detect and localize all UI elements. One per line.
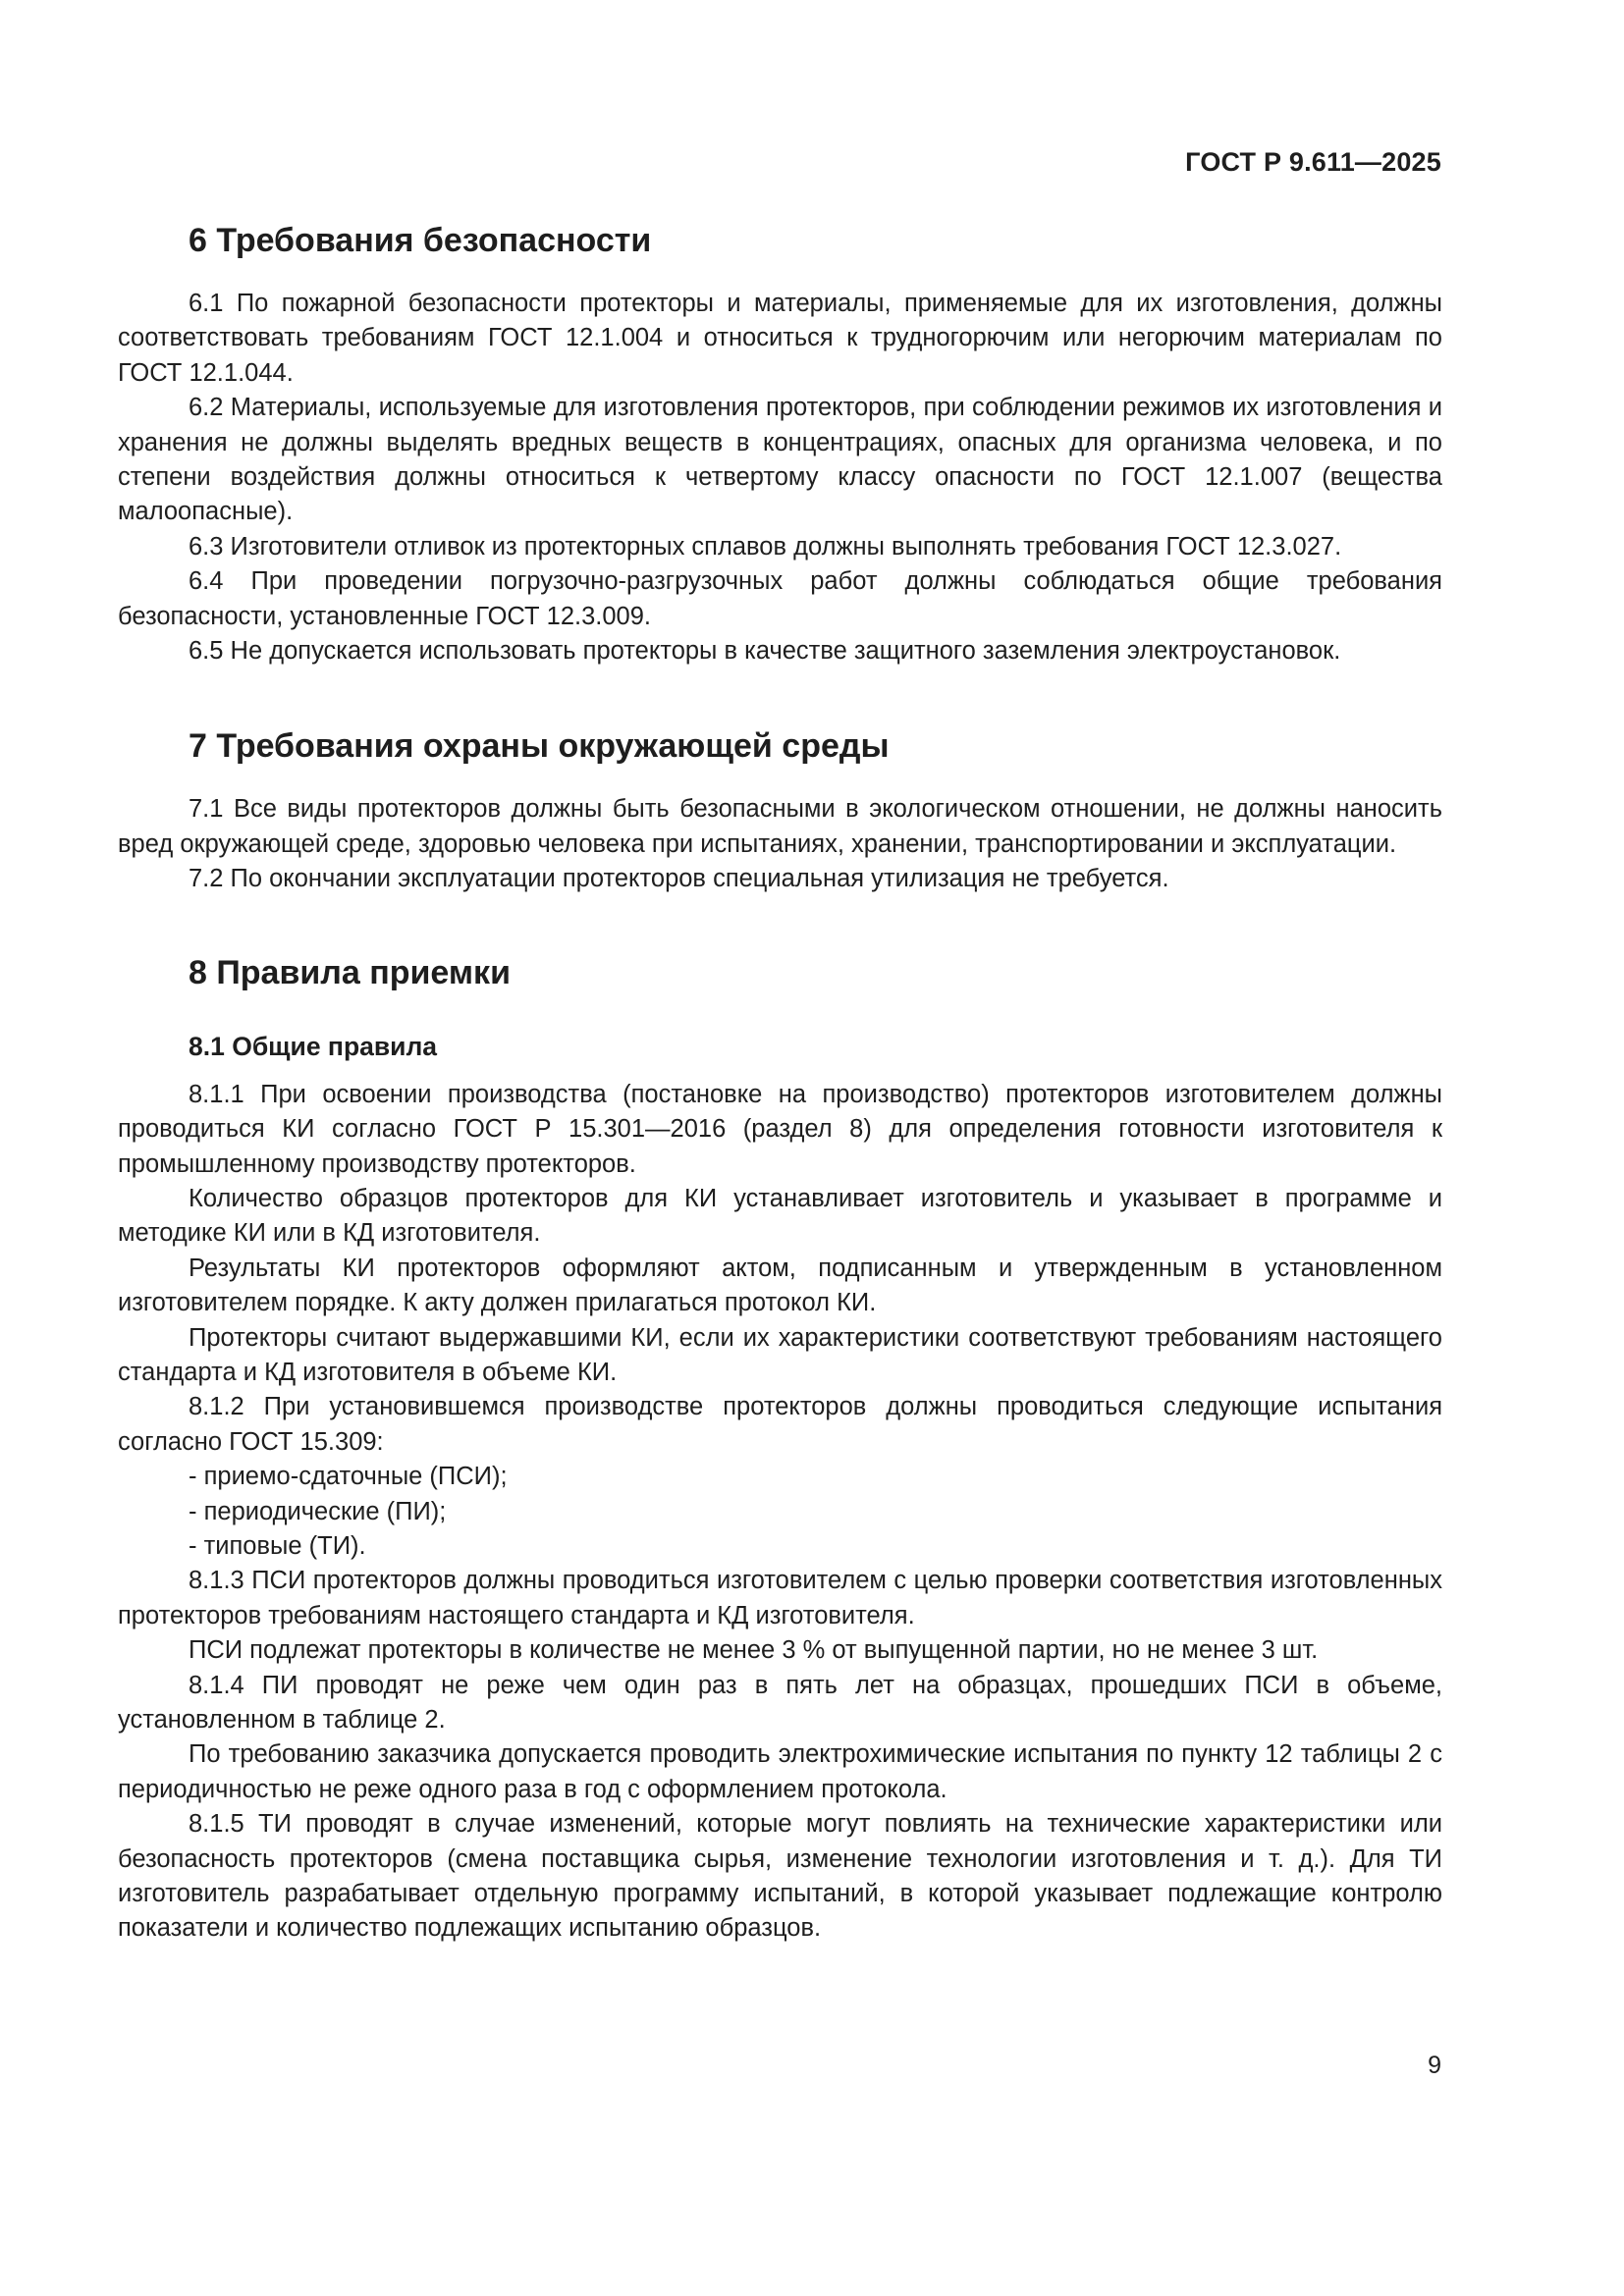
subsection-8-1-title: 8.1 Общие правила xyxy=(189,1031,438,1061)
paragraph-psi-quantity: ПСИ подлежат протекторы в количестве не менее 3 % от выпущенной партии, но не менее 3 шт. xyxy=(189,1636,1319,1665)
section-8-title: 8 Правила приемки xyxy=(189,953,511,991)
section-6-body xyxy=(118,287,1442,668)
paragraph-8-1-2: 8.1.2 При установившемся производстве протекторов должны проводиться следующие испытания согласно ГОСТ 15.309: xyxy=(118,1393,1442,1456)
page-number: 9 xyxy=(1428,2052,1441,2079)
paragraph-8-1-4: 8.1.4 ПИ проводят не реже чем один раз в пять лет на образцах, прошедших ПСИ в объеме, установленном в таблице 2. xyxy=(118,1671,1442,1734)
paragraph-8-1-5: 8.1.5 ТИ проводят в случае изменений, которые могут повлиять на технические характеристики или безопасность протекторов (смена поставщика сырья, изменение технологии изготовления и т. д.). Для ТИ изготовитель разрабатывает отдельную программу испытаний, в которой указывает подлежащие контролю показатели и количество подлежащих испытанию образцов. xyxy=(118,1810,1442,1943)
paragraph-6-5: 6.5 Не допускается использовать протекторы в качестве защитного заземления электроустановок. xyxy=(189,637,1341,666)
list-item-psi: - приемо-сдаточные (ПСИ); xyxy=(189,1463,508,1491)
paragraph-7-2: 7.2 По окончании эксплуатации протекторов специальная утилизация не требуется. xyxy=(189,865,1169,893)
section-8-body xyxy=(118,1078,1442,1947)
paragraph-6-4: 6.4 При проведении погрузочно-разгрузочных работ должны соблюдаться общие требования безопасности, установленные ГОСТ 12.3.009. xyxy=(118,567,1442,630)
section-7-body xyxy=(118,792,1442,896)
paragraph-ki-results: Результаты КИ протекторов оформляют актом, подписанным и утвержденным в установленном изготовителем порядке. К акту должен прилагаться протокол КИ. xyxy=(118,1254,1442,1317)
paragraph-ki-samples: Количество образцов протекторов для КИ устанавливает изготовитель и указывает в программе и методике КИ или в КД изготовителя. xyxy=(118,1184,1442,1248)
paragraph-ki-passed: Протекторы считают выдержавшими КИ, если их характеристики соответствуют требованиям настоящего стандарта и КД изготовителя в объеме КИ. xyxy=(118,1323,1442,1386)
paragraph-8-1-1: 8.1.1 При освоении производства (постановке на производство) протекторов изготовителем должны проводиться КИ согласно ГОСТ Р 15.301—2016 (раздел 8) для определения готовности изготовителя к промышленному производству протекторов. xyxy=(118,1080,1442,1178)
paragraph-customer-request: По требованию заказчика допускается проводить электрохимические испытания по пункту 12 таблицы 2 с периодичностью не реже одного раза в год с оформлением протокола. xyxy=(118,1740,1442,1803)
paragraph-6-2: 6.2 Материалы, используемые для изготовления протекторов, при соблюдении режимов их изготовления и хранения не должны выделять вредных веществ в концентрациях, опасных для организма человека, и по степени воздействия должны относиться к четвертому классу опасности по ГОСТ 12.1.007 (вещества малоопасные). xyxy=(118,394,1442,526)
page-content xyxy=(118,218,1442,1947)
paragraph-6-1: 6.1 По пожарной безопасности протекторы и материалы, применяемые для их изготовления, должны соответствовать требованиям ГОСТ 12.1.004 и относиться к трудногорючим или негорючим материалам по ГОСТ 12.1.044. xyxy=(118,290,1442,387)
section-6-title: 6 Требования безопасности xyxy=(189,222,652,259)
list-item-pi: - периодические (ПИ); xyxy=(189,1497,447,1525)
section-7-title: 7 Требования охраны окружающей среды xyxy=(189,727,890,766)
paragraph-6-3: 6.3 Изготовители отливок из протекторных сплавов должны выполнять требования ГОСТ 12.3.027. xyxy=(189,532,1342,561)
list-item-ti: - типовые (ТИ). xyxy=(189,1531,366,1560)
paragraph-7-1: 7.1 Все виды протекторов должны быть безопасными в экологическом отношении, не должны наносить вред окружающей среде, здоровью человека при испытаниях, хранении, транспортировании и эксплуатации. xyxy=(118,795,1442,858)
standard-code-header: ГОСТ Р 9.611—2025 xyxy=(1185,147,1441,177)
paragraph-8-1-3: 8.1.3 ПСИ протекторов должны проводиться изготовителем с целью проверки соответствия изготовленных протекторов требованиям настоящего стандарта и КД изготовителя. xyxy=(118,1567,1442,1629)
